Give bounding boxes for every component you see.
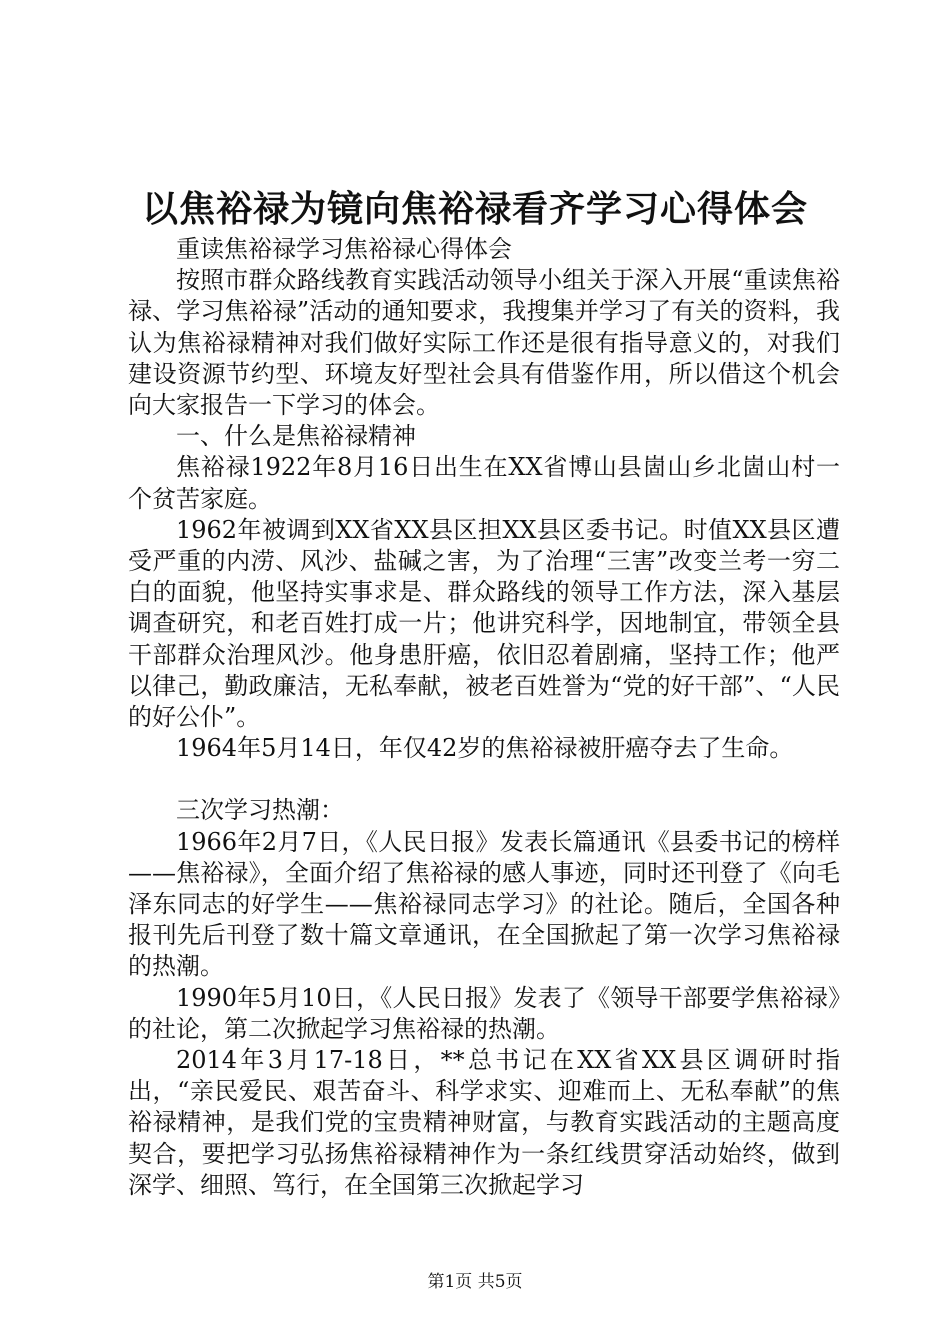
section-heading: 三次学习热潮： — [176, 796, 344, 825]
document-body — [128, 234, 840, 1201]
page-footer: 第1页 共5页 — [427, 1272, 523, 1292]
body-paragraph: 1964年5月14日，年仅42岁的焦裕禄被肝癌夺去了生命。 — [176, 734, 794, 763]
body-paragraph: 焦裕禄1922年8月16日出生在XX省博山县崮山乡北崮山村一个贫苦家庭。 — [128, 453, 840, 513]
document-title: 以焦裕禄为镜向焦裕禄看齐学习心得体会 — [141, 189, 808, 230]
intro-paragraph: 按照市群众路线教育实践活动领导小组关于深入开展“重读焦裕禄、学习焦裕禄”活动的通知要求，我搜集并学习了有关的资料，我认为焦裕禄精神对我们做好实际工作还是很有指导意义的，对我们建设资源节约型、环境友好型社会具有借鉴作用，所以借这个机会向大家报告一下学习的体会。 — [128, 266, 840, 420]
section-heading: 一、什么是焦裕禄精神 — [176, 422, 416, 451]
body-paragraph: 1990年5月10日，《人民日报》发表了《领导干部要学焦裕禄》的社论，第二次掀起学习焦裕禄的热潮。 — [128, 983, 840, 1043]
subtitle-paragraph: 重读焦裕禄学习焦裕禄心得体会 — [176, 235, 512, 263]
body-paragraph: 1966年2月7日，《人民日报》发表长篇通讯《县委书记的榜样——焦裕禄》，全面介绍了焦裕禄的感人事迹，同时还刊登了《向毛泽东同志的好学生——焦裕禄同志学习》的社论。随后，全国各种报刊先后刊登了数十篇文章通讯，在全国掀起了第一次学习焦裕禄的热潮。 — [128, 827, 840, 981]
body-paragraph: 1962年被调到XX省XX县区担XX县区委书记。时值XX县区遭受严重的内涝、风沙、盐碱之害，为了治理“三害”改变兰考一穷二白的面貌，他坚持实事求是、群众路线的领导工作方法，深入基层调查研究，和老百姓打成一片；他讲究科学，因地制宜，带领全县干部群众治理风沙。他身患肝癌，依旧忍着剧痛，坚持工作；他严以律己，勤政廉洁，无私奉献，被老百姓誉为“党的好干部”、“人民的好公仆”。 — [128, 515, 840, 732]
body-paragraph: 2014年3月17-18日，**总书记在XX省XX县区调研时指出，“亲民爱民、艰苦奋斗、科学求实、迎难而上、无私奉献”的焦裕禄精神，是我们党的宝贵精神财富，与教育实践活动的主题高度契合，要把学习弘扬焦裕禄精神作为一条红线贯穿活动始终，做到深学、细照、笃行，在全国第三次掀起学习 — [128, 1046, 840, 1199]
